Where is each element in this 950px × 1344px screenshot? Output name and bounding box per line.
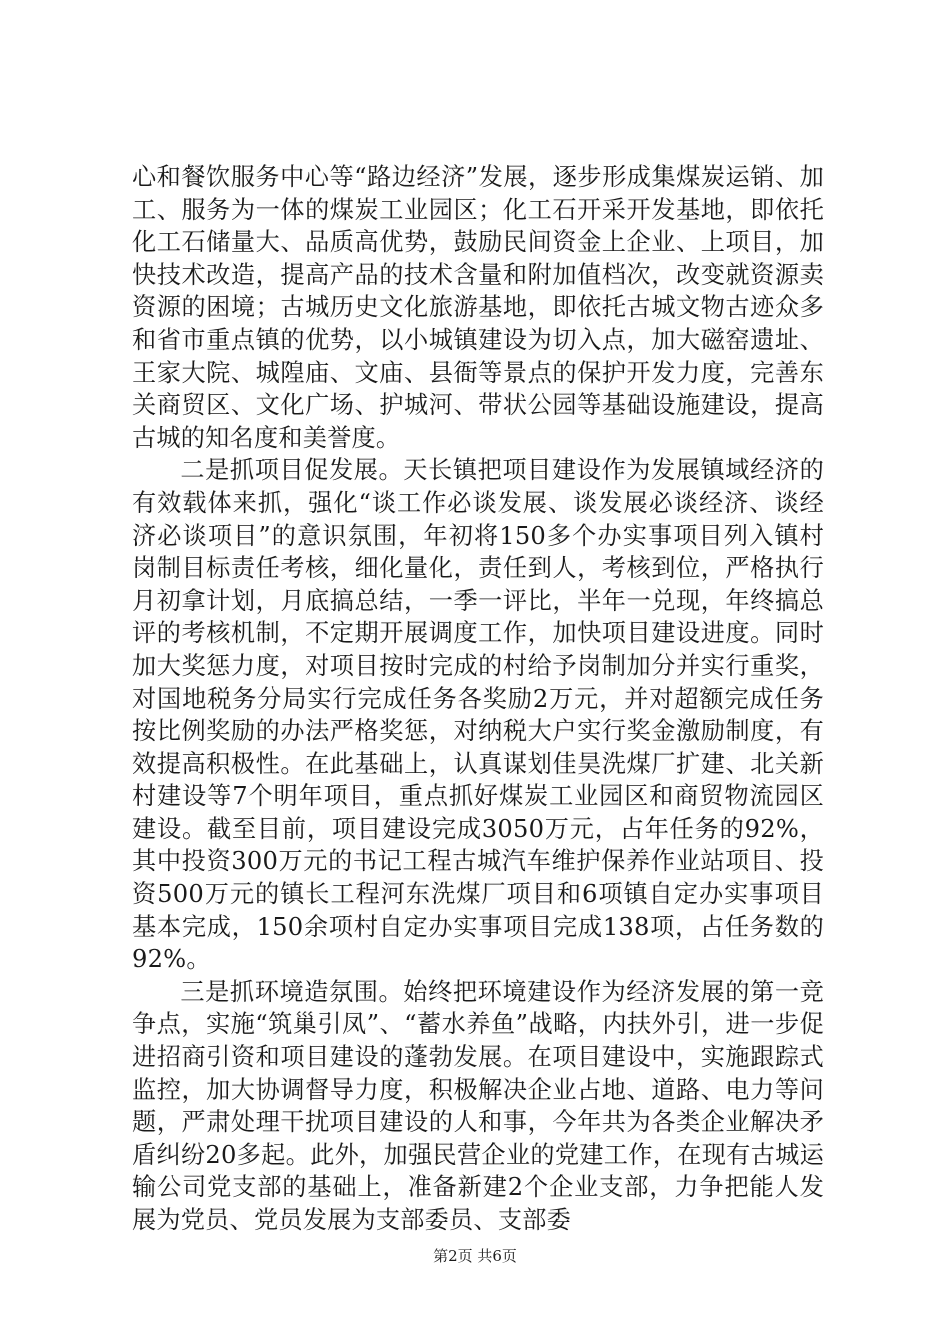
document-body: [132, 161, 824, 1237]
paragraph-continuation: 心和餐饮服务中心等“路边经济”发展，逐步形成集煤炭运销、加工、服务为一体的煤炭工业园区；化工石开采开发基地，即依托化工石储量大、品质高优势，鼓励民间资金上企业、上项目，加快技术改造，提高产品的技术含量和附加值档次，改变就资源卖资源的困境；古城历史文化旅游基地，即依托古城文物古迹众多和省市重点镇的优势，以小城镇建设为切入点，加大磁窑遗址、王家大院、城隍庙、文庙、县衙等景点的保护开发力度，完善东关商贸区、文化广场、护城河、带状公园等基础设施建设，提高古城的知名度和美誉度。: [132, 163, 824, 452]
paragraph-environment-atmosphere: 三是抓环境造氛围。始终把环境建设作为经济发展的第一竞争点，实施“筑巢引凤”、“蓄水养鱼”战略，内扶外引，进一步促进招商引资和项目建设的蓬勃发展。在项目建设中，实施跟踪式监控，加大协调督导力度，积极解决企业占地、道路、电力等问题，严肃处理干扰项目建设的人和事，今年共为各类企业解决矛盾纠纷20多起。此外，加强民营企业的党建工作，在现有古城运输公司党支部的基础上，准备新建2个企业支部，力争把能人发展为党员、党员发展为支部委员、支部委: [132, 977, 824, 1234]
paragraph-project-development: 二是抓项目促发展。天长镇把项目建设作为发展镇域经济的有效载体来抓，强化“谈工作必谈发展、谈发展必谈经济、谈经济必谈项目”的意识氛围，年初将150多个办实事项目列入镇村岗制目标责任考核，细化量化，责任到人，考核到位，严格执行月初拿计划，月底搞总结，一季一评比，半年一兑现，年终搞总评的考核机制，不定期开展调度工作，加快项目建设进度。同时加大奖惩力度，对项目按时完成的村给予岗制加分并实行重奖，对国地税务分局实行完成任务各奖励2万元，并对超额完成任务按比例奖励的办法严格奖惩，对纳税大户实行奖金激励制度，有效提高积极性。在此基础上，认真谋划佳昊洗煤厂扩建、北关新村建设等7个明年项目，重点抓好煤炭工业园区和商贸物流园区建设。截至目前，项目建设完成3050万元，占年任务的92%，其中投资300万元的书记工程古城汽车维护保养作业站项目、投资500万元的镇长工程河东洗煤厂项目和6项镇自定办实事项目基本完成，150余项村自定办实事项目完成138项，占任务数的92%。: [132, 456, 824, 974]
page-footer: 第2页 共6页: [433, 1247, 517, 1265]
